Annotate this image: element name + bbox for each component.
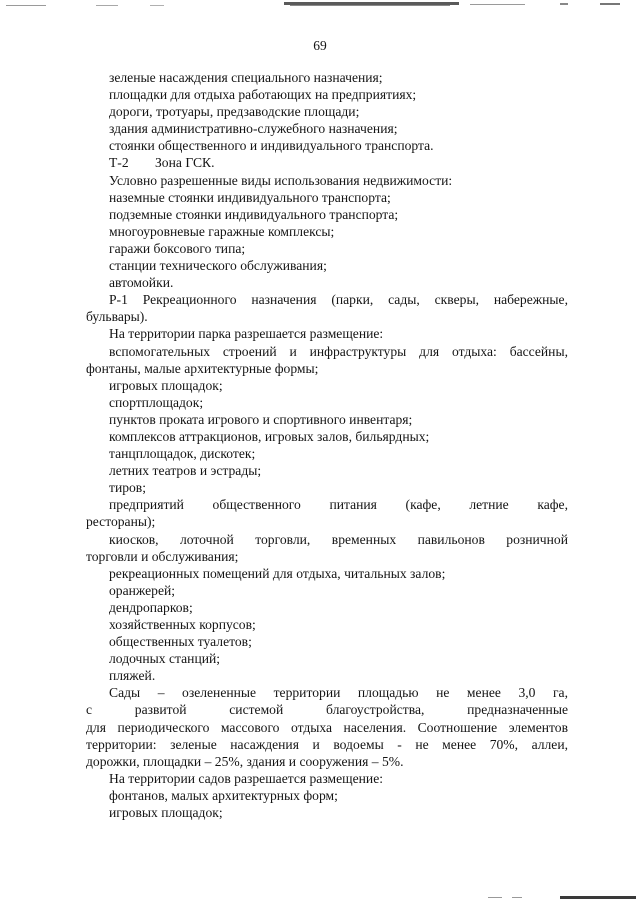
text-line: здания административно-служебного назначения;: [109, 121, 398, 137]
text-line: торговли и обслуживания;: [86, 548, 239, 564]
text-line: спортплощадок;: [109, 394, 204, 410]
text-line: гаражи боксового типа;: [109, 240, 246, 256]
text-line: На территории парка разрешается размещение:: [109, 326, 384, 342]
text-line: оранжерей;: [109, 582, 176, 598]
zone-code: Т-2: [109, 155, 129, 171]
text-line: тиров;: [109, 480, 147, 496]
text-line: дорожки, площадки – 25%, здания и сооружения – 5%.: [86, 753, 404, 769]
text-line: пляжей.: [109, 668, 156, 684]
text-line: дороги, тротуары, предзаводские площади;: [109, 104, 360, 120]
text-line: танцплощадок, дискотек;: [109, 446, 256, 462]
text-line: [86, 154, 568, 171]
text-line: территории: зеленые насаждения и водоемы - не менее 70%, аллеи,: [86, 736, 568, 752]
text-line: для периодического массового отдыха населения. Соотношение элементов: [86, 719, 568, 735]
text-line: фонтаны, малые архитектурные формы;: [86, 360, 319, 376]
text-line: бульвары).: [86, 309, 148, 325]
text-line: площадки для отдыха работающих на предприятиях;: [109, 87, 417, 103]
text-line: дендропарков;: [109, 599, 193, 615]
text-line: общественных туалетов;: [109, 634, 252, 650]
text-line: игровых площадок;: [109, 377, 223, 393]
text-line: На территории садов разрешается размещение:: [109, 770, 384, 786]
text-line: хозяйственных корпусов;: [109, 617, 256, 632]
text-line: Условно разрешенные виды использования недвижимости:: [109, 172, 453, 188]
text-line: с развитой системой благоустройства, предназначенные: [86, 702, 568, 718]
scan-artifact-top: [0, 0, 640, 14]
text-line: вспомогательных строений и инфраструктуры для отдыха: бассейны,: [109, 343, 568, 359]
text-line: многоуровневые гаражные комплексы;: [109, 223, 335, 239]
text-line: наземные стоянки индивидуального транспорта;: [109, 189, 391, 205]
text-line: игровых площадок;: [109, 805, 223, 821]
page-number: 69: [313, 38, 327, 53]
document-body: [86, 69, 568, 821]
scan-artifact-bottom: [0, 888, 640, 905]
text-line: пунктов проката игрового и спортивного инвентаря;: [109, 411, 413, 427]
text-line: лодочных станций;: [109, 651, 221, 667]
text-line: летних театров и эстрады;: [109, 463, 262, 479]
text-line: стоянки общественного и индивидуального транспорта.: [109, 138, 434, 154]
text-line: Р-1 Рекреационного назначения (парки, сады, скверы, набережные,: [109, 292, 568, 308]
text-line: станции технического обслуживания;: [109, 258, 327, 274]
text-line: киосков, лоточной торговли, временных павильонов розничной: [109, 531, 568, 547]
text-line: рекреационных помещений для отдыха, читальных залов;: [109, 565, 446, 581]
text-line: зеленые насаждения специального назначения;: [109, 70, 383, 85]
text-line: подземные стоянки индивидуального транспорта;: [109, 206, 399, 222]
text-line: предприятий общественного питания (кафе, летние кафе,: [109, 497, 568, 513]
text-line: Сады – озелененные территории площадью не менее 3,0 га,: [109, 685, 568, 701]
text-line: комплексов аттракционов, игровых залов, бильярдных;: [109, 428, 430, 444]
text-line: рестораны);: [86, 514, 156, 530]
text-line: автомойки.: [109, 275, 174, 291]
zone-title: Зона ГСК.: [155, 155, 215, 171]
text-line: фонтанов, малых архитектурных форм;: [109, 787, 338, 803]
